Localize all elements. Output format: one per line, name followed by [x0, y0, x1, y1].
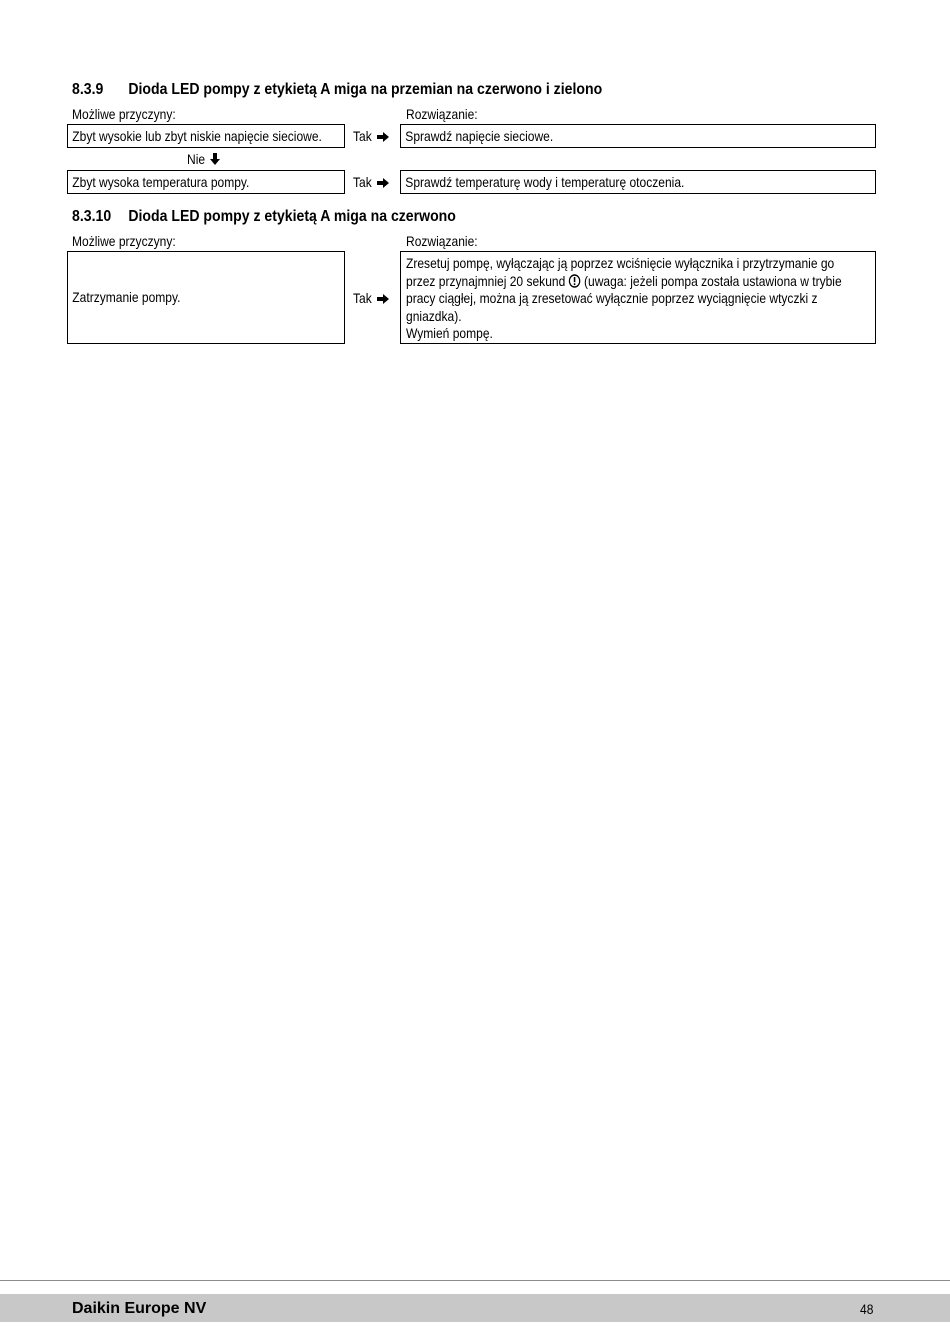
yes-arrow-label	[353, 290, 390, 306]
no-text: Nie	[187, 151, 206, 167]
cause-text: Zbyt wysokie lub zbyt niskie napięcie sieciowe.	[72, 128, 322, 144]
attention-icon	[569, 274, 581, 288]
arrow-down-icon	[210, 153, 220, 165]
arrow-right-icon	[377, 178, 390, 188]
section-title: Dioda LED pompy z etykietą A miga na czerwono	[128, 208, 456, 225]
page-number: 48	[860, 1301, 874, 1317]
arrow-right-icon	[377, 294, 390, 304]
causes-label: Możliwe przyczyny:	[72, 106, 176, 122]
yes-text: Tak	[353, 290, 372, 306]
solution-label: Rozwiązanie:	[406, 233, 478, 249]
section-title: Dioda LED pompy z etykietą A miga na przemian na czerwono i zielono	[128, 81, 603, 98]
yes-text: Tak	[353, 128, 372, 144]
solution-box	[400, 124, 876, 148]
solution-line: pracy ciągłej, można ją zresetować wyłącznie poprzez wyciągnięcie wtyczki z	[406, 290, 818, 306]
cause-text: Zbyt wysoka temperatura pompy.	[72, 174, 250, 190]
causes-label: Możliwe przyczyny:	[72, 233, 176, 249]
solution-line-part: przez przynajmniej 20 sekund	[406, 272, 566, 289]
yes-text: Tak	[353, 174, 372, 190]
solution-box	[400, 251, 876, 344]
footer-divider	[0, 1280, 950, 1281]
cause-box	[67, 251, 345, 344]
solution-label: Rozwiązanie:	[406, 106, 478, 122]
section-number: 8.3.10	[72, 208, 112, 225]
solution-line-part: (uwaga: jeżeli pompa została ustawiona w trybie	[584, 272, 842, 289]
solution-line: gniazdka).	[406, 307, 462, 324]
cause-text: Zatrzymanie pompy.	[72, 289, 181, 305]
arrow-right-icon	[377, 132, 390, 142]
company-name: Daikin Europe NV	[72, 1300, 207, 1317]
cause-box	[67, 170, 345, 194]
solution-line	[406, 272, 842, 291]
solution-line: Zresetuj pompę, wyłączając ją poprzez wciśnięcie wyłącznika i przytrzymanie go	[406, 255, 835, 271]
solution-text: Sprawdź napięcie sieciowe.	[405, 128, 554, 144]
solution-text: Sprawdź temperaturę wody i temperaturę otoczenia.	[405, 174, 685, 190]
yes-arrow-label	[353, 174, 390, 190]
solution-box	[400, 170, 876, 194]
section-number: 8.3.9	[72, 81, 104, 98]
section-heading-8-3-9	[72, 81, 602, 99]
no-arrow-label	[187, 151, 220, 167]
cause-box	[67, 124, 345, 148]
solution-line: Wymień pompę.	[406, 325, 493, 341]
section-heading-8-3-10	[72, 208, 456, 226]
yes-arrow-label	[353, 128, 390, 144]
